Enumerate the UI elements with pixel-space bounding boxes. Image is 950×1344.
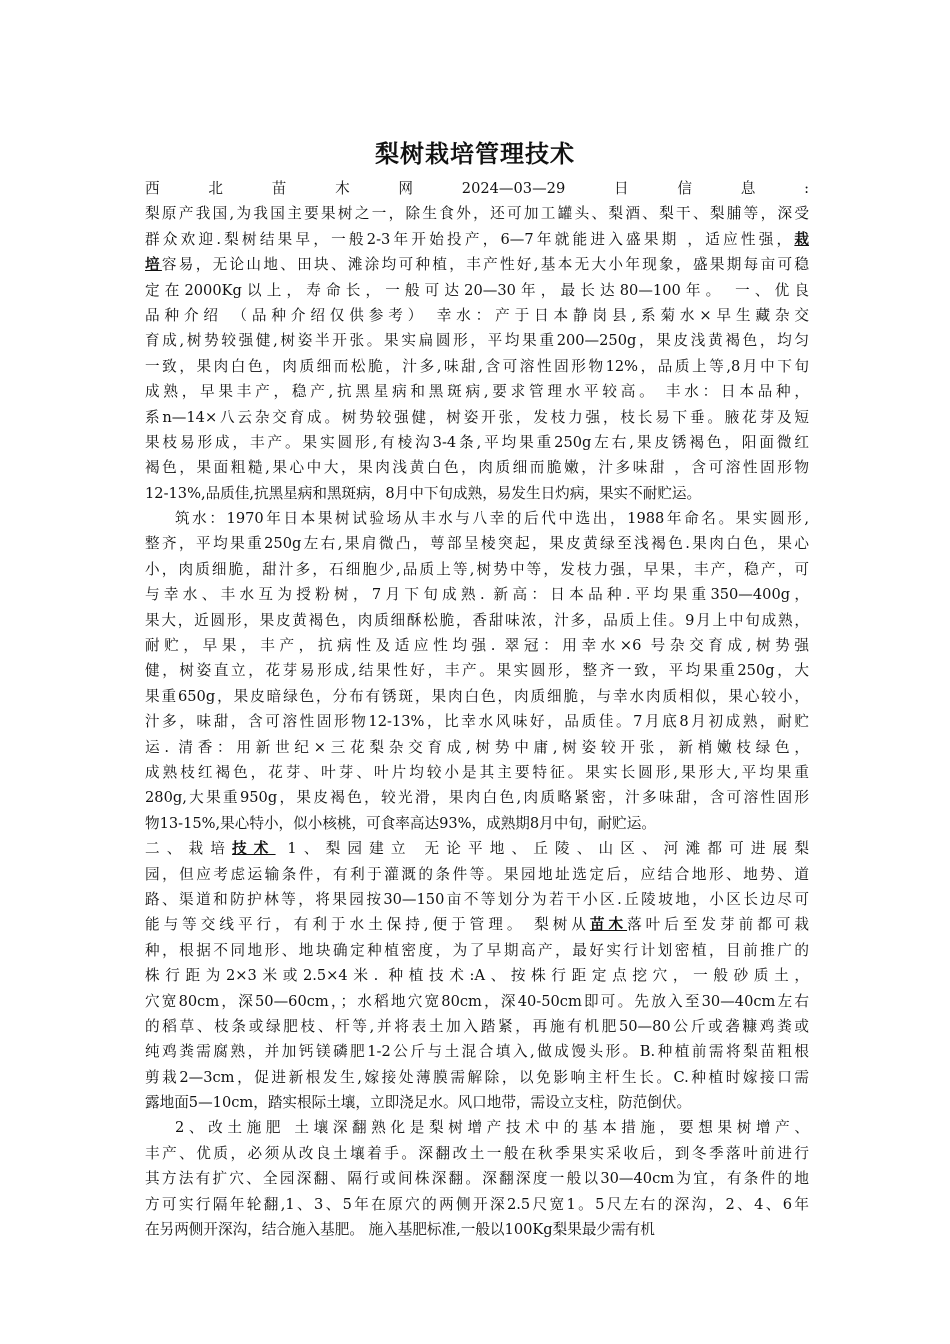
text-line	[145, 735, 809, 760]
text-run: 成熟枝红褐色，花芽、叶芽、叶片均较小是其主要特征。果实长圆形,果形大,平均果重	[145, 763, 809, 781]
text-run: 系n—14×八云杂交育成。树势较强健，树姿开张，发枝力强，枝长易下垂。腋花芽及短	[145, 408, 809, 426]
keyword-link[interactable]: 栽	[794, 230, 809, 248]
text-run: 其方法有扩穴、全园深翻、隔行或间株深翻。深翻深度一般以30—40cm为宜，有条件的地	[145, 1170, 809, 1188]
text-run: 与幸水、丰水互为授粉树，7月下旬成熟. 新高：日本品种.平均果重350—400g，	[145, 586, 809, 604]
text-run: 1、梨园建立 无论平地、丘陵、山区、河滩都可进展梨	[275, 840, 809, 858]
text-line	[145, 379, 809, 404]
text-line	[145, 963, 809, 988]
text-run: 纯鸡粪需腐熟，并加钙镁磷肥1-2公斤与土混合填入,做成馒头形。B.种植前需将梨苗粗根	[145, 1043, 809, 1061]
text-run: 容易，无论山地、田块、滩涂均可种植，丰产性好,基本无大小年现象，盛果期每亩可稳	[161, 256, 809, 274]
text-run: 12-13%,品质佳,抗黑星病和黑斑病，8月中下旬成熟，易发生日灼病，果实不耐贮运。	[145, 484, 702, 502]
text-line	[145, 608, 809, 633]
text-run: 果枝易形成，丰产。果实圆形,有棱沟3-4条,平均果重250g左右,果皮锈褐色，阳面微红	[145, 433, 809, 451]
text-run: 运. 清香：用新世纪×三花梨杂交育成,树势中庸,树姿较开张，新梢嫩枝绿色，	[145, 738, 809, 756]
text-line	[145, 1192, 809, 1217]
text-run: 能与等交线平行，有利于水土保持,便于管理。 梨树从	[145, 916, 590, 934]
text-line	[145, 1065, 809, 1090]
text-run: 群众欢迎.梨树结果早，一般2-3年开始投产，6—7年就能进入盛果期 ，适应性强，	[145, 230, 795, 248]
text-line	[145, 557, 809, 582]
text-line	[145, 1141, 809, 1166]
keyword-link[interactable]: 技术	[232, 840, 276, 858]
text-run: 落叶后至发芽前都可栽	[627, 916, 809, 934]
text-line	[145, 887, 809, 912]
text-line	[145, 862, 809, 887]
text-line	[145, 658, 809, 683]
text-line	[145, 836, 809, 861]
text-run: 小，肉质细脆，甜汁多，石细胞少,品质上等,树势中等，发枝力强，早果，丰产，稳产，可	[145, 560, 809, 578]
text-line	[145, 354, 809, 379]
text-run: 汁多，味甜，含可溶性固形物12-13%，比幸水风味好，品质佳。7月底8月初成熟，耐贮	[145, 713, 809, 731]
text-run: 育成,树势较强健,树姿半开张。果实扁圆形，平均果重200—250g，果皮浅黄褐色，均匀	[145, 332, 809, 350]
text-run: 剪栽2—3cm，促进新根发生,嫁接处薄膜需解除，以免影响主杆生长。C.种植时嫁接口需	[145, 1068, 809, 1086]
text-line	[145, 278, 809, 303]
text-run: 整齐，平均果重250g左右,果肩微凸，萼部呈棱突起，果皮黄绿至浅褐色.果肉白色，果心	[145, 535, 809, 553]
text-run: 物13-15%,果心特小，似小核桃，可食率高达93%，成熟期8月中旬，耐贮运。	[145, 814, 656, 832]
text-run: 一致，果肉白色，肉质细而松脆，汁多,味甜,含可溶性固形物12%，品质上等,8月中下旬	[145, 357, 809, 375]
text-run: 穴宽80cm，深50—60cm，；水稻地穴宽80cm，深40-50cm即可。先放入至30—40cm左右	[145, 992, 809, 1010]
text-run: 成熟，早果丰产，稳产,抗黑星病和黑斑病,要求管理水平较高。 丰水：日本品种，	[145, 383, 809, 401]
text-line	[145, 430, 809, 455]
text-run: 果大，近圆形，果皮黄褐色，肉质细酥松脆，香甜味浓，汁多，品质上佳。9月上中旬成熟，	[145, 611, 809, 629]
text-line	[145, 227, 809, 252]
text-line	[145, 582, 809, 607]
text-line	[145, 1115, 809, 1140]
text-run: 定在2000Kg以上，寿命长，一般可达20—30年，最长达80—100年。 一、优良	[145, 281, 809, 299]
text-run: 二、栽培	[145, 840, 233, 858]
text-line	[145, 201, 809, 226]
text-line	[145, 1166, 809, 1191]
text-line	[145, 1014, 809, 1039]
text-run: 露地面5—10cm，踏实根际土壤，立即浇足水。风口地带，需设立支柱，防范倒伏。	[145, 1094, 692, 1112]
text-line	[145, 912, 809, 937]
text-line	[145, 1039, 809, 1064]
text-line	[145, 989, 809, 1014]
text-run: 280g,大果重950g，果皮褐色，较光滑，果肉白色,肉质略紧密，汁多味甜，含可溶性固形	[145, 789, 809, 807]
text-line	[145, 760, 809, 785]
text-run: 在另两侧开深沟，结合施入基肥。 施入基肥标准,一般以100Kg梨果最少需有机	[145, 1221, 655, 1239]
text-line	[145, 328, 809, 353]
text-run: 丰产、优质，必须从改良土壤着手。深翻改土一般在秋季果实采收后，到冬季落叶前进行	[145, 1144, 809, 1162]
text-line	[145, 455, 809, 480]
text-line	[145, 405, 809, 430]
keyword-link[interactable]: 苗木	[589, 916, 628, 934]
text-run: 果重650g，果皮暗绿色，分布有锈斑，果肉白色，肉质细脆，与幸水肉质相似，果心较小，	[145, 687, 809, 705]
text-line	[145, 481, 809, 506]
text-line	[145, 811, 809, 836]
text-run: 路、渠道和防护林等，将果园按30—150亩不等划分为若干小区.丘陵坡地，小区长边尽可	[145, 890, 809, 908]
text-line	[145, 176, 809, 201]
text-run: 株行距为2×3米或2.5×4米. 种植技术:A、按株行距定点挖穴，一般砂质土，	[145, 967, 809, 985]
text-run: 方可实行隔年轮翻,1、3、5年在原穴的两侧开深2.5尺宽1。5尺左右的深沟，2、4、6年	[145, 1195, 809, 1213]
text-run: 西北苗木网2024—03—29日信息:	[145, 180, 809, 197]
text-line	[145, 785, 809, 810]
text-run: 2、改土施肥 土壤深翻熟化是梨树增产技术中的基本措施，要想果树增产、	[175, 1119, 809, 1137]
text-line	[145, 1090, 809, 1115]
text-line	[145, 303, 809, 328]
text-line	[145, 709, 809, 734]
page-title: 梨树栽培管理技术	[375, 140, 575, 168]
keyword-link[interactable]: 培	[145, 256, 162, 274]
text-run: 种，根据不同地形、地块确定种植密度，为了早期高产，最好实行计划密植，目前推广的	[145, 941, 809, 959]
article-body	[145, 176, 809, 1242]
text-line	[145, 531, 809, 556]
text-run: 健，树姿直立，花芽易形成,结果性好，丰产。果实圆形，整齐一致，平均果重250g，大	[145, 662, 809, 680]
text-line	[145, 684, 809, 709]
text-run: 褐色，果面粗糙,果心中大，果肉浅黄白色，肉质细而脆嫩，汁多味甜 ，含可溶性固形物	[145, 459, 809, 477]
text-run: 品种介绍 （品种介绍仅供参考） 幸水：产于日本静岗县,系菊水×早生藏杂交	[145, 306, 809, 324]
text-run: 的稻草、枝条或绿肥枝、杆等,并将表土加入踏紧，再施有机肥50—80公斤或砻糠鸡粪或	[145, 1017, 809, 1035]
text-line	[145, 633, 809, 658]
text-line	[145, 506, 809, 531]
text-line	[145, 938, 809, 963]
text-run: 梨原产我国,为我国主要果树之一，除生食外，还可加工罐头、梨酒、梨干、梨脯等，深受	[145, 205, 809, 223]
text-line	[145, 252, 809, 277]
text-line	[145, 1217, 809, 1242]
text-run: 筑水：1970年日本果树试验场从丰水与八幸的后代中选出，1988年命名。果实圆形,	[175, 510, 809, 528]
text-run: 耐贮，早果，丰产，抗病性及适应性均强. 翠冠：用幸水×6 号杂交育成,树势强	[145, 637, 809, 655]
text-run: 园，但应考虑运输条件，有利于灌溉的条件等。果园地址选定后，应结合地形、地势、道	[145, 865, 809, 883]
